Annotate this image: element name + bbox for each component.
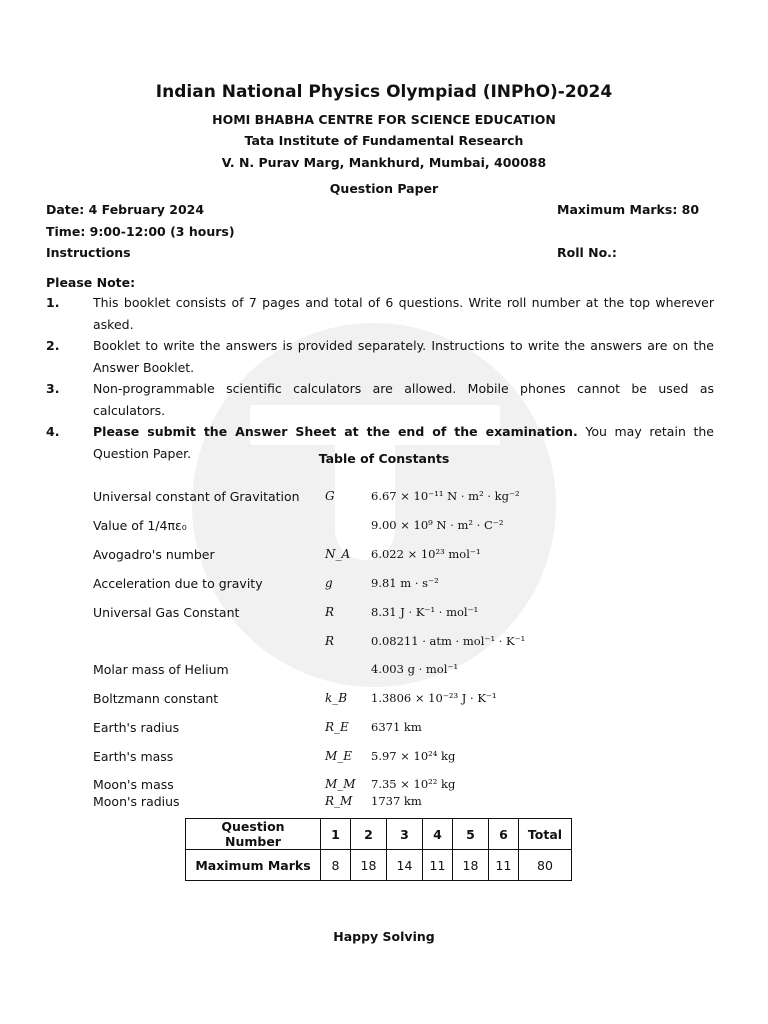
constant-value: 1737 km — [371, 794, 422, 808]
note-text: Non-programmable scientific calculators are allowed. Mobile phones cannot be used as calculators. — [93, 381, 714, 418]
note-text: Booklet to write the answers is provided separately. Instructions to write the answers are on the Answer Booklet. — [93, 338, 714, 375]
marks-cell: 8 — [321, 850, 351, 881]
constant-value: 1.3806 × 10⁻²³ J · K⁻¹ — [371, 691, 497, 705]
page-title: Indian National Physics Olympiad (INPhO)-2024 — [155, 82, 613, 102]
question-number-row — [186, 819, 572, 850]
marks-table — [185, 818, 572, 881]
question-cell: 2 — [351, 819, 387, 850]
constant-value: 6.022 × 10²³ mol⁻¹ — [371, 547, 481, 561]
maximum-marks-row — [186, 850, 572, 881]
constant-symbol: M_M — [325, 777, 356, 791]
row-label: Maximum Marks — [186, 850, 321, 881]
constant-symbol: R — [325, 634, 335, 648]
constant-value: 6371 km — [371, 720, 422, 734]
constant-value: 8.31 J · K⁻¹ · mol⁻¹ — [371, 605, 479, 619]
constant-name: Moon's mass — [93, 777, 174, 792]
question-cell: 1 — [321, 819, 351, 850]
total-marks-cell: 80 — [519, 850, 572, 881]
address: V. N. Purav Marg, Mankhurd, Mumbai, 400088 — [221, 155, 547, 170]
note-number: 4. — [46, 424, 60, 439]
note-text: This booklet consists of 7 pages and total of 6 questions. Write roll number at the top wherever asked. — [93, 295, 714, 332]
constant-name: Earth's radius — [93, 720, 180, 735]
constant-name: Avogadro's number — [93, 547, 215, 562]
constant-symbol: R_M — [325, 794, 353, 808]
constant-name: Acceleration due to gravity — [93, 576, 263, 591]
exam-date: Date: 4 February 2024 — [46, 202, 205, 217]
constant-name: Molar mass of Helium — [93, 662, 229, 677]
constant-name: Moon's radius — [93, 794, 180, 809]
constant-symbol: N_A — [325, 547, 351, 561]
maximum-marks: Maximum Marks: 80 — [557, 202, 700, 217]
constant-value: 9.81 m · s⁻² — [371, 576, 439, 590]
question-cell: 6 — [489, 819, 519, 850]
exam-time: Time: 9:00-12:00 (3 hours) — [46, 224, 235, 239]
notes-heading: Please Note: — [46, 275, 136, 290]
marks-cell: 18 — [351, 850, 387, 881]
note-item — [46, 335, 714, 378]
closing-message: Happy Solving — [333, 929, 435, 944]
constant-name: Value of 1/4πε₀ — [93, 518, 187, 533]
constant-name: Universal constant of Gravitation — [93, 489, 300, 504]
roll-number-field: Roll No.: — [557, 245, 617, 260]
constant-symbol: k_B — [325, 691, 348, 705]
question-cell: 4 — [423, 819, 453, 850]
constant-symbol: G — [325, 489, 335, 503]
note-continuation: You may retain the Question Paper. — [93, 424, 714, 461]
note-emphasis: Please submit the Answer Sheet at the end of the examination. — [93, 424, 578, 439]
constant-name: Boltzmann constant — [93, 691, 219, 706]
row-label: Question Number — [186, 819, 321, 850]
constant-symbol: M_E — [325, 749, 353, 763]
note-number: 3. — [46, 381, 60, 396]
marks-cell: 11 — [423, 850, 453, 881]
constant-name: Universal Gas Constant — [93, 605, 240, 620]
institute-name: Tata Institute of Fundamental Research — [244, 133, 524, 148]
note-item — [46, 378, 714, 421]
marks-cell: 18 — [453, 850, 489, 881]
constant-symbol: g — [325, 576, 333, 590]
constant-value: 5.97 × 10²⁴ kg — [371, 749, 456, 763]
question-cell: 3 — [387, 819, 423, 850]
document-type: Question Paper — [329, 181, 439, 196]
constant-value: 6.67 × 10⁻¹¹ N · m² · kg⁻² — [371, 489, 520, 503]
constant-symbol: R — [325, 605, 335, 619]
instructions-label: Instructions — [46, 245, 131, 260]
constant-value: 7.35 × 10²² kg — [371, 777, 456, 791]
constant-value: 0.08211 · atm · mol⁻¹ · K⁻¹ — [371, 634, 526, 648]
note-item — [46, 292, 714, 335]
constant-name: Earth's mass — [93, 749, 174, 764]
organization-name: HOMI BHABHA CENTRE FOR SCIENCE EDUCATION — [212, 112, 556, 127]
marks-cell: 14 — [387, 850, 423, 881]
constant-value: 4.003 g · mol⁻¹ — [371, 662, 459, 676]
constant-value: 9.00 × 10⁹ N · m² · C⁻² — [371, 518, 504, 532]
total-header: Total — [519, 819, 572, 850]
constants-heading: Table of Constants — [318, 451, 450, 466]
marks-cell: 11 — [489, 850, 519, 881]
question-cell: 5 — [453, 819, 489, 850]
note-number: 2. — [46, 338, 60, 353]
note-number: 1. — [46, 295, 60, 310]
constant-symbol: R_E — [325, 720, 349, 734]
